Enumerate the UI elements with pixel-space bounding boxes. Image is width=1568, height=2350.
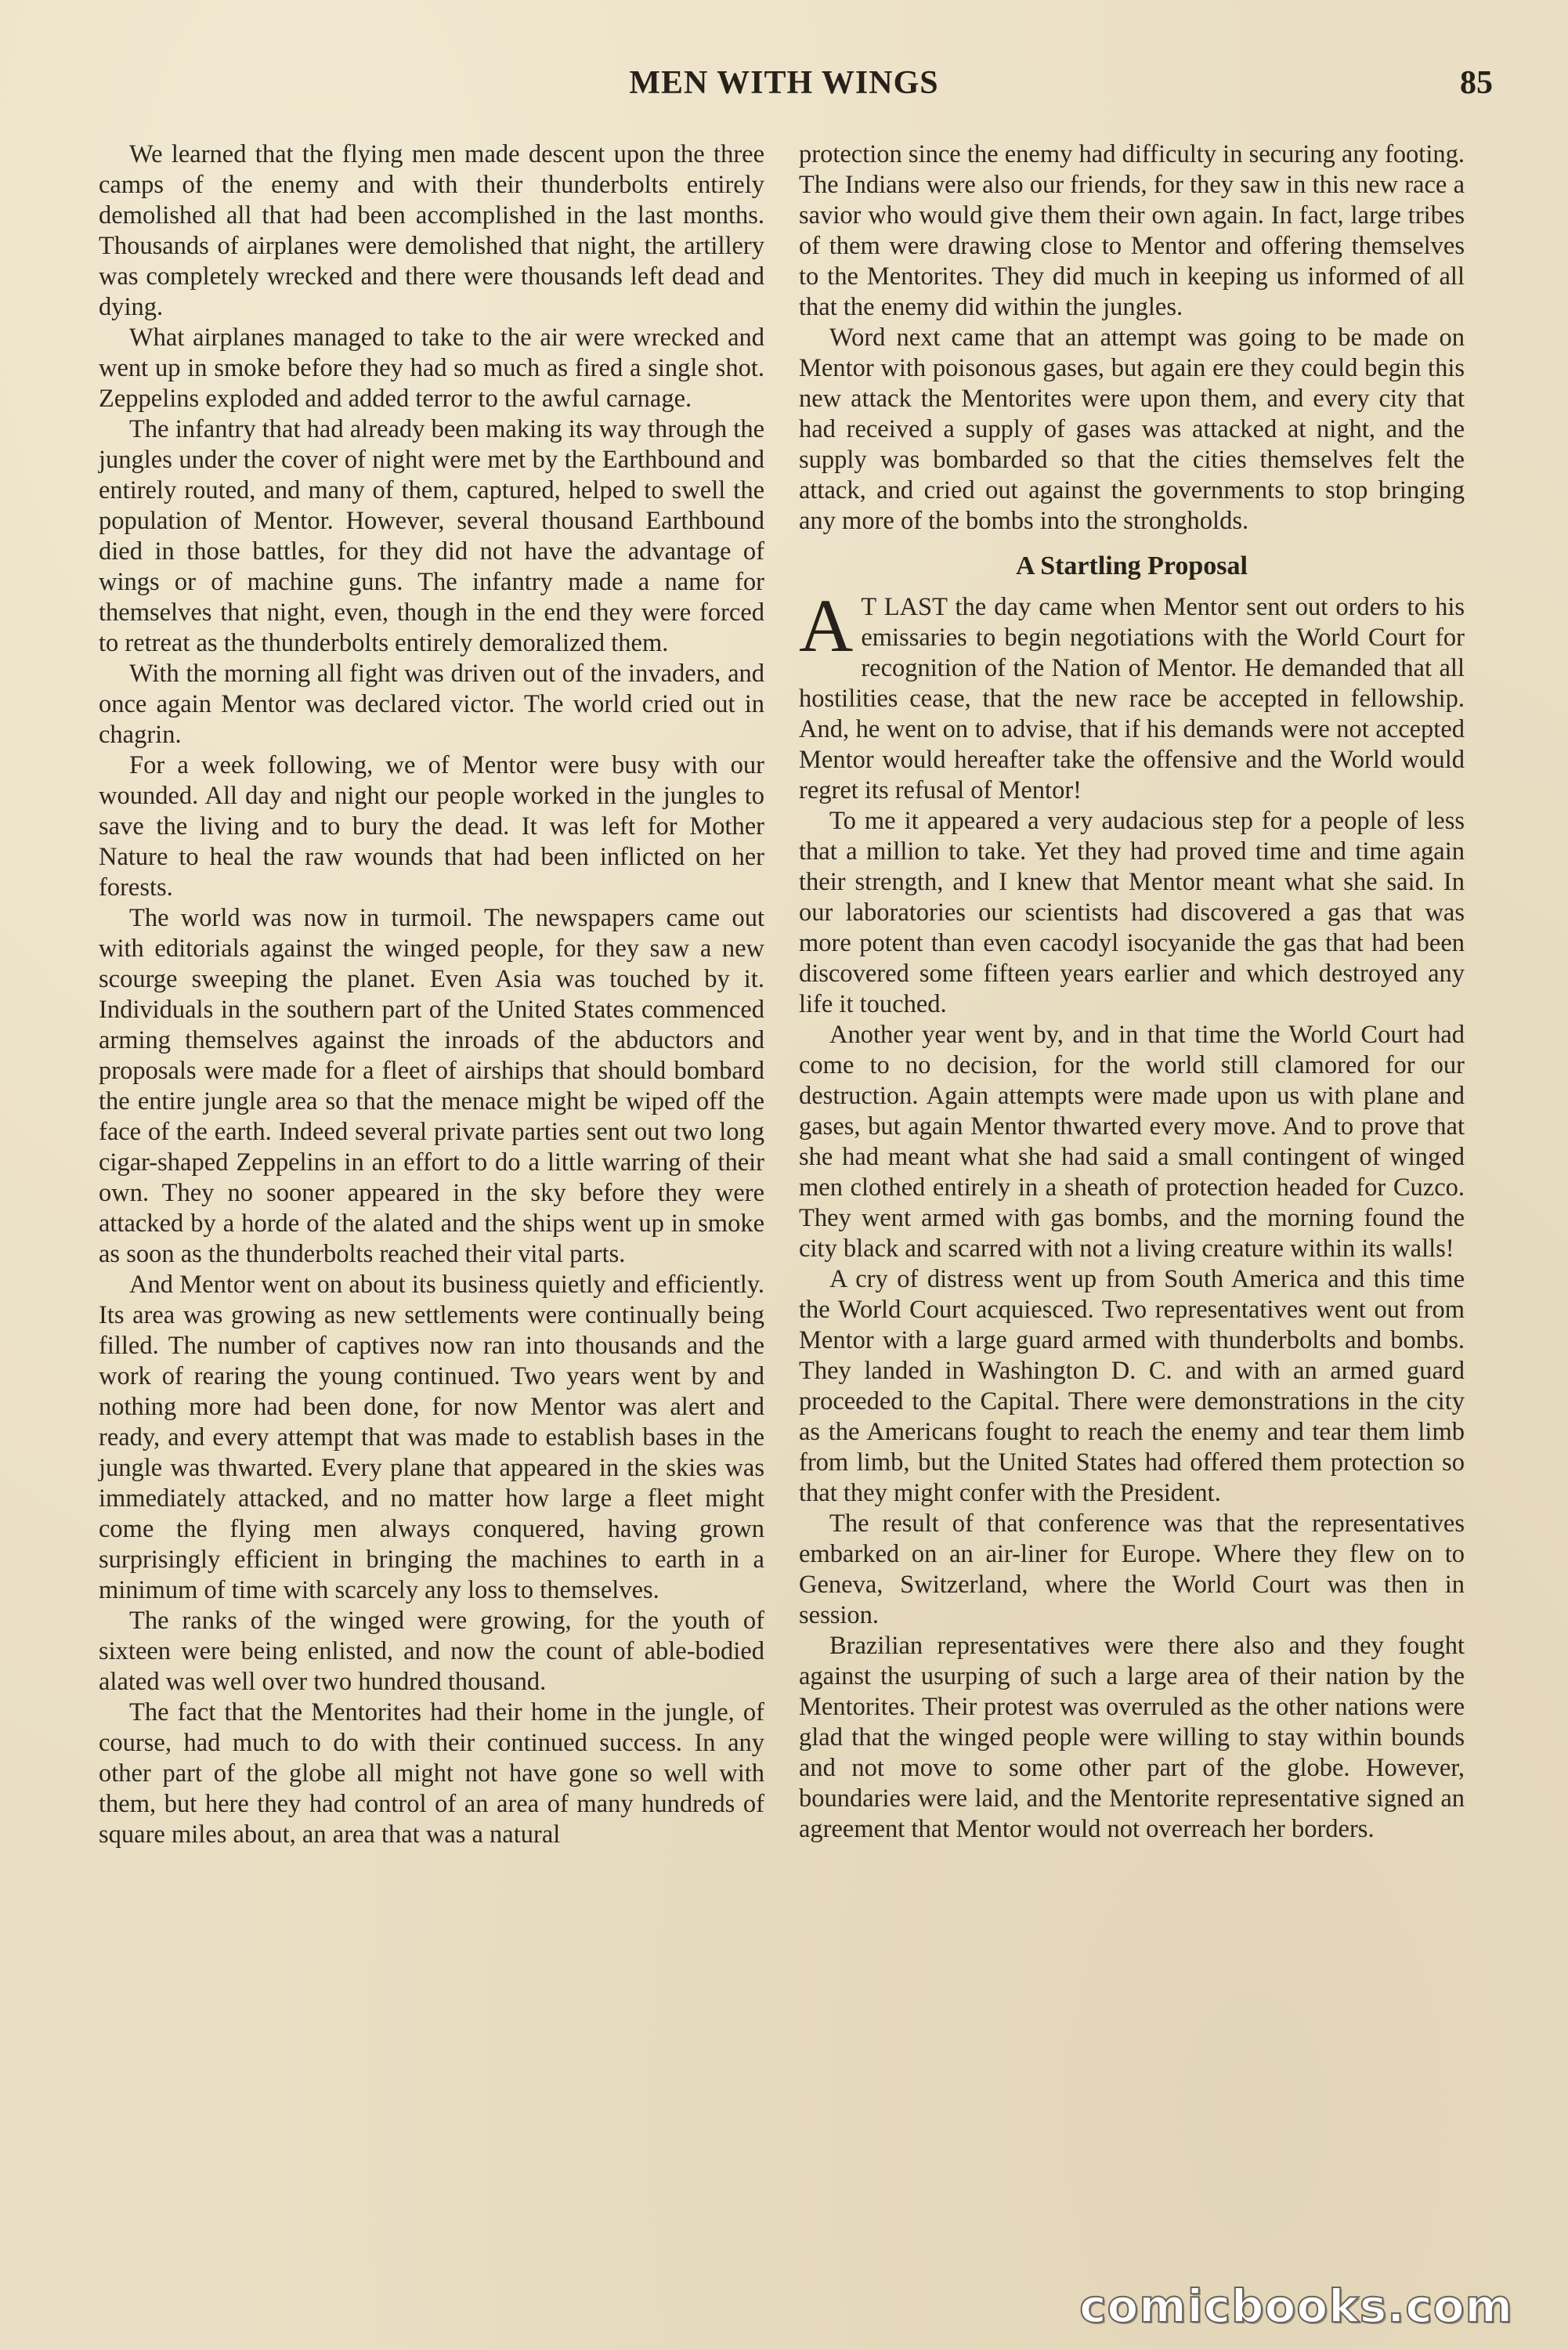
paragraph: To me it appeared a very audacious step for a people of less that a million to take. Yet they had proved time and time again their strength, and I knew that Mentor meant what she said. In our laboratories our scientists had discovered a gas that was more potent than even cacodyl isocyanide the gas that had been discovered some fifteen years earlier and which destroyed any life it touched. <box>799 807 1465 1018</box>
paragraph: The result of that conference was that the representatives embarked on an air-liner for Europe. Where they flew on to Geneva, Switzerland, where the World Court was then in session. <box>799 1509 1465 1629</box>
paragraph: A cry of distress went up from South America and this time the World Court acquiesced. Two representatives went out from Mentor with a large guard armed with thunderbolts and bombs. They landed in Washington D. C. and with an armed guard proceeded to the Capital. There were demonstrations in the city as the Americans fought to reach the enemy and tear them limb from limb, but the United States had offered them protection so that they might confer with the President. <box>799 1265 1465 1507</box>
running-header-title: MEN WITH WINGS <box>629 65 939 101</box>
page-number: 85 <box>1460 65 1493 101</box>
paragraph: We learned that the flying men made descent upon the three camps of the enemy and with their thunderbolts entirely demolished all that had been accomplished in the last months. Thousands of airplanes were demolished that night, the artillery was completely wrecked and there were thousands left dead and dying. <box>99 140 764 321</box>
paragraph-text: T LAST the day came when Mentor sent out orders to his emissaries to begin negotiations with the World Court for recognition of the Nation of Mentor. He demanded that all hostilities cease, that the new race be accepted in fellowship. And, he went on to advise, that if his demands were not accepted Mentor would hereafter take the offensive and the World would regret its refusal of Mentor! <box>799 593 1465 804</box>
section-heading: A Startling Proposal <box>1016 551 1248 580</box>
right-text-column <box>799 139 1465 2272</box>
left-text-column <box>99 139 764 2272</box>
paragraph: protection since the enemy had difficulty in securing any footing. The Indians were also our friends, for they saw in this new race a savior who would give them their own again. In fact, large tribes of them were drawing close to Mentor and offering themselves to the Mentorites. They did much in keeping us informed of all that the enemy did within the jungles. <box>799 140 1465 321</box>
paragraph-with-dropcap <box>799 584 1465 806</box>
paragraph: And Mentor went on about its business quietly and efficiently. Its area was growing as new settlements were continually being filled. The number of captives now ran into thousands and the work of rearing the young continued. Two years went by and nothing more had been done, for now Mentor was alert and ready, and every attempt that was made to establish bases in the jungle was thwarted. Every plane that appeared in the skies was immediately attacked, and no matter how large a fleet might come the flying men always conquered, having grown surprisingly efficient in bringing the machines to earth in a minimum of time with scarcely any loss to themselves. <box>99 1271 764 1604</box>
site-watermark: comicbooks.com <box>1079 2280 1513 2333</box>
paragraph: The fact that the Mentorites had their home in the jungle, of course, had much to do with their continued success. In any other part of the globe all might not have gone so well with them, but here they had control of an area of many hundreds of square miles about, an area that was a natural <box>99 1698 764 1849</box>
paragraph: Another year went by, and in that time the World Court had come to no decision, for the world still clamored for our destruction. Again attempts were made upon us with plane and gases, but again Mentor thwarted every move. And to prove that she had meant what she had said a small contingent of winged men clothed entirely in a sheath of protection headed for Cuzco. They went armed with gas bombs, and the morning found the city black and scarred with not a living creature within its walls! <box>799 1021 1465 1263</box>
drop-cap: A <box>799 584 854 667</box>
paragraph: Word next came that an attempt was going to be made on Mentor with poisonous gases, but again ere they could begin this new attack the Mentorites were upon them, and every city that had received a supply of gases was attacked at night, and the supply was bombarded so that the cities themselves felt the attack, and cried out against the governments to stop bringing any more of the bombs into the strongholds. <box>799 324 1465 535</box>
paragraph: Brazilian representatives were there also and they fought against the usurping of such a large area of their nation by the Mentorites. Their protest was overruled as the other nations were glad that the winged people were willing to stay within bounds and not move to some other part of the globe. However, boundaries were laid, and the Mentorite representative signed an agreement that Mentor would not overreach her borders. <box>799 1632 1465 1843</box>
paragraph: With the morning all fight was driven out of the invaders, and once again Mentor was declared victor. The world cried out in chagrin. <box>99 660 764 749</box>
paragraph: What airplanes managed to take to the air were wrecked and went up in smoke before they had so much as fired a single shot. Zeppelins exploded and added terror to the awful carnage. <box>99 324 764 413</box>
paragraph: The world was now in turmoil. The newspapers came out with editorials against the winged people, for they saw a new scourge sweeping the planet. Even Asia was touched by it. Individuals in the southern part of the United States commenced arming themselves against the inroads of the abductors and proposals were made for a fleet of airships that should bombard the entire jungle area so that the menace might be wiped off the face of the earth. Indeed several private parties sent out two long cigar-shaped Zeppelins in an effort to do a little warring of their own. They no sooner appeared in the sky before they were attacked by a horde of the alated and the ships went up in smoke as soon as the thunderbolts reached their vital parts. <box>99 904 764 1268</box>
paragraph: For a week following, we of Mentor were busy with our wounded. All day and night our people worked in the jungles to save the living and to bury the dead. It was left for Mother Nature to heal the raw wounds that had been inflicted on her forests. <box>99 751 764 902</box>
paragraph: The ranks of the winged were growing, for the youth of sixteen were being enlisted, and now the count of able-bodied alated was well over two hundred thousand. <box>99 1607 764 1696</box>
paragraph: The infantry that had already been making its way through the jungles under the cover of night were met by the Earthbound and entirely routed, and many of them, captured, helped to swell the population of Mentor. However, several thousand Earthbound died in those battles, for they did not have the advantage of wings or of machine guns. The infantry made a name for themselves that night, even, though in the end they were forced to retreat as the thunderbolts entirely demoralized them. <box>99 415 764 657</box>
